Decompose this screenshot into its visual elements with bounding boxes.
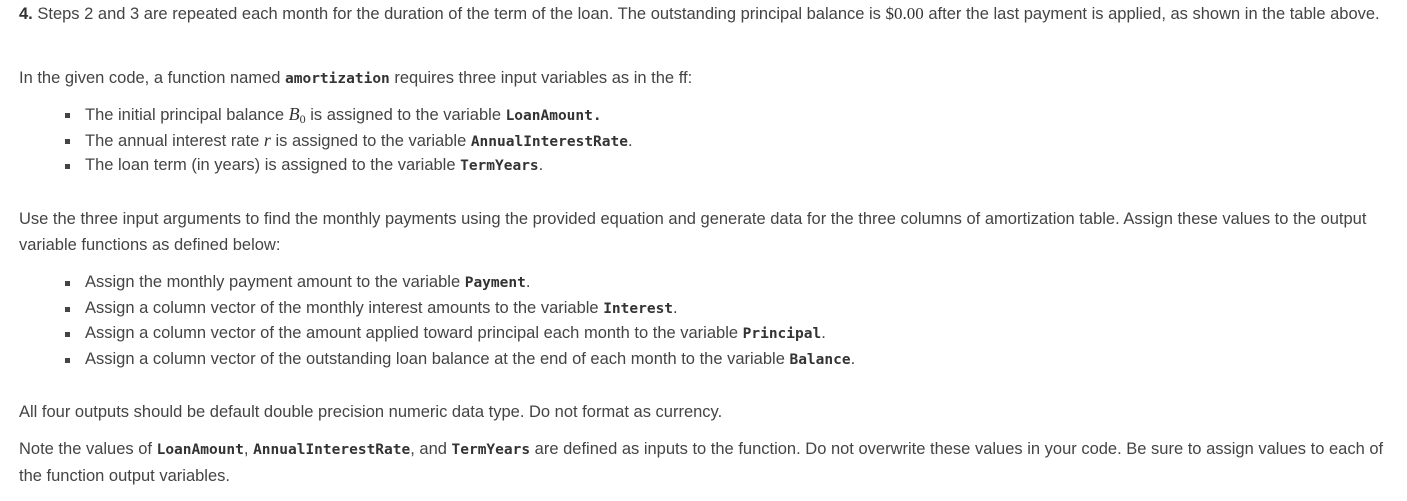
function-intro	[19, 65, 692, 92]
item-suffix: .	[850, 350, 856, 369]
note-text: , and	[410, 440, 452, 458]
outputs-intro: Use the three input arguments to find the monthly payments using the provided equation and generate data for the three columns of amortization table. Assign these values to the output variable functions as defined below:	[19, 210, 1367, 254]
variable-name: AnnualInterestRate	[253, 442, 411, 458]
item-suffix: .	[525, 273, 531, 291]
variable-name: TermYears	[451, 442, 531, 458]
variable-name: Payment	[464, 275, 526, 291]
item-prefix: The loan term (in years) is assigned to the variable	[85, 156, 461, 175]
item-prefix: Assign the monthly payment amount to the variable	[85, 273, 465, 291]
math-main: B	[288, 104, 300, 124]
final-balance-value: $0.00	[885, 4, 924, 23]
step-number: 4.	[19, 5, 33, 23]
item-prefix: Assign a column vector of the outstanding loan balance at the end of each month to the variable	[85, 350, 790, 369]
bullet-icon	[65, 113, 70, 118]
math-symbol	[289, 104, 306, 124]
bullet-icon	[65, 281, 70, 286]
bullet-icon	[65, 139, 70, 144]
list-item	[65, 296, 855, 322]
output-variables-list	[65, 270, 855, 373]
step-4-paragraph	[19, 1, 1384, 27]
step-4-text-end: after the last payment is applied, as shown in the table above.	[923, 5, 1380, 23]
variable-name: TermYears	[460, 158, 539, 175]
item-prefix: The initial principal balance	[85, 106, 289, 124]
function-intro-text: In the given code, a function named	[19, 69, 286, 87]
item-suffix: .	[627, 131, 633, 150]
bullet-icon	[65, 164, 70, 169]
variable-name: Balance	[789, 352, 851, 369]
item-middle: is assigned to the variable	[305, 106, 506, 124]
item-middle: is assigned to the variable	[270, 131, 471, 150]
math-symbol: r	[263, 129, 271, 150]
variable-name: Principal	[742, 326, 822, 343]
function-name: amortization	[285, 71, 390, 87]
variable-name: Interest	[603, 300, 674, 317]
list-item	[65, 270, 855, 296]
step-4-text: Steps 2 and 3 are repeated each month for the duration of the term of the loan. The outstanding principal balance is	[32, 5, 886, 23]
function-intro-text-end: requires three input variables as in the ff:	[389, 69, 693, 87]
bullet-icon	[65, 307, 70, 312]
item-suffix: .	[673, 298, 678, 317]
note-text: are defined as inputs to the function. Do not overwrite these values in your code. Be sure to assign values to each of the function output variables.	[19, 440, 1384, 485]
item-prefix: The annual interest rate	[85, 131, 264, 150]
list-item	[65, 153, 633, 179]
data-type-note: All four outputs should be default double precision numeric data type. Do not format as currency.	[19, 403, 723, 421]
list-item	[65, 102, 633, 128]
bullet-icon	[65, 358, 70, 363]
variable-name: LoanAmount.	[505, 108, 602, 124]
item-suffix: .	[538, 156, 544, 175]
note-text: ,	[243, 440, 254, 458]
input-variables-list	[65, 102, 633, 179]
math-sub: 0	[299, 112, 306, 126]
note-text: Note the values of	[19, 440, 157, 458]
item-suffix: .	[821, 324, 826, 343]
final-note	[19, 436, 1384, 489]
list-item	[65, 321, 855, 347]
list-item	[65, 128, 633, 154]
variable-name: AnnualInterestRate	[470, 133, 628, 150]
item-prefix: Assign a column vector of the amount applied toward principal each month to the variable	[85, 324, 743, 343]
item-prefix: Assign a column vector of the monthly interest amounts to the variable	[85, 298, 604, 317]
variable-name: LoanAmount	[156, 442, 244, 458]
bullet-icon	[65, 332, 70, 337]
list-item	[65, 347, 855, 373]
